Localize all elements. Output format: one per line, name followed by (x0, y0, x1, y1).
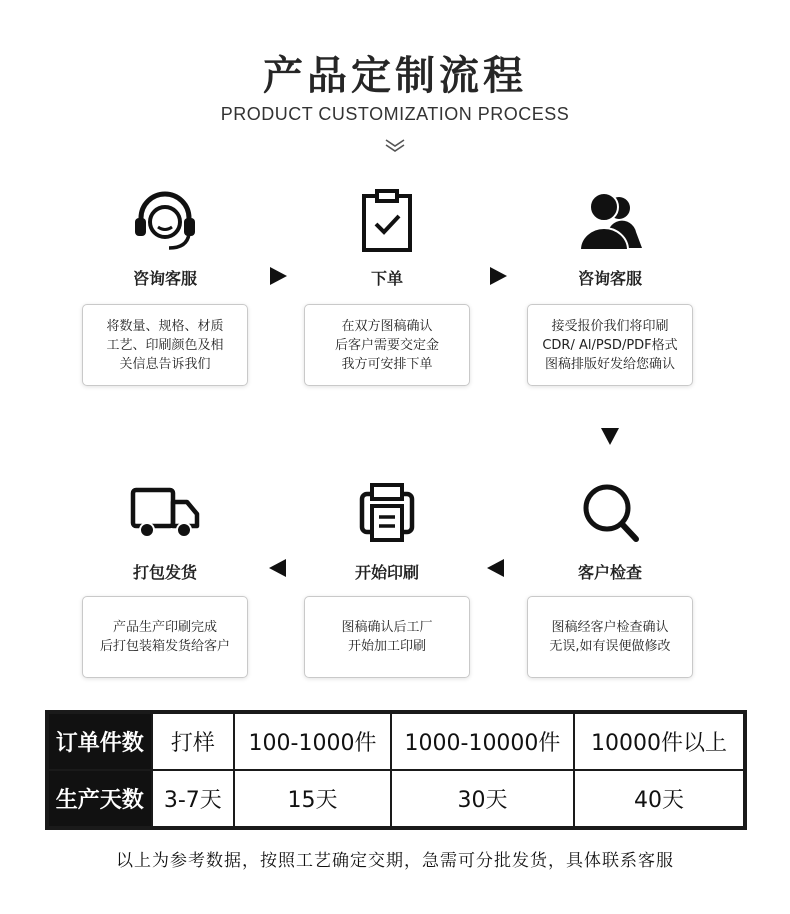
page-title: 产品定制流程 (263, 53, 527, 99)
arrow-right-icon (268, 266, 288, 286)
arrow-left-icon (268, 558, 288, 578)
arrow-down-icon (600, 426, 620, 446)
step-label: 开始印刷 (354, 563, 419, 582)
table-cell: 100-1000件 (234, 712, 391, 770)
step-description: 产品生产印刷完成 后打包装箱发货给客户 (82, 596, 248, 678)
table-cell: 3-7天 (152, 770, 234, 828)
footer-note: 以上为参考数据，按照工艺确定交期，急需可分批发货，具体联系客服 (116, 851, 674, 871)
step-description: 接受报价我们将印刷 CDR/ Al/PSD/PDF格式 图稿排版好发给您确认 (527, 304, 693, 386)
step-description: 图稿经客户检查确认 无误,如有误便做修改 (527, 596, 693, 678)
page-subtitle: PRODUCT CUSTOMIZATION PROCESS (220, 104, 570, 124)
step-label: 客户检查 (577, 563, 642, 582)
table-cell: 打样 (152, 712, 234, 770)
table-header-cell: 生产天数 (47, 770, 152, 828)
table-cell: 15天 (234, 770, 391, 828)
table-cell: 1000-10000件 (391, 712, 574, 770)
table-cell: 30天 (391, 770, 574, 828)
users-icon (574, 188, 646, 254)
production-time-table (45, 710, 747, 830)
table-cell: 10000件以上 (574, 712, 745, 770)
delivery-truck-icon (129, 480, 201, 546)
table-cell: 40天 (574, 770, 745, 828)
step-description: 图稿确认后工厂 开始加工印刷 (304, 596, 470, 678)
headset-icon (129, 188, 201, 254)
clipboard-check-icon (351, 188, 423, 254)
step-label: 下单 (370, 269, 403, 288)
table-header-cell: 订单件数 (47, 712, 152, 770)
arrow-right-icon (488, 266, 508, 286)
table-row (47, 770, 745, 828)
table-row (47, 712, 745, 770)
step-label: 打包发货 (132, 563, 197, 582)
double-chevron-down-icon (384, 138, 406, 154)
step-description: 将数量、规格、材质 工艺、印刷颜色及相 关信息告诉我们 (82, 304, 248, 386)
magnifier-icon (574, 480, 646, 546)
printer-icon (351, 480, 423, 546)
arrow-left-icon (486, 558, 506, 578)
step-description: 在双方图稿确认 后客户需要交定金 我方可安排下单 (304, 304, 470, 386)
step-label: 咨询客服 (577, 269, 642, 288)
step-label: 咨询客服 (132, 269, 197, 288)
